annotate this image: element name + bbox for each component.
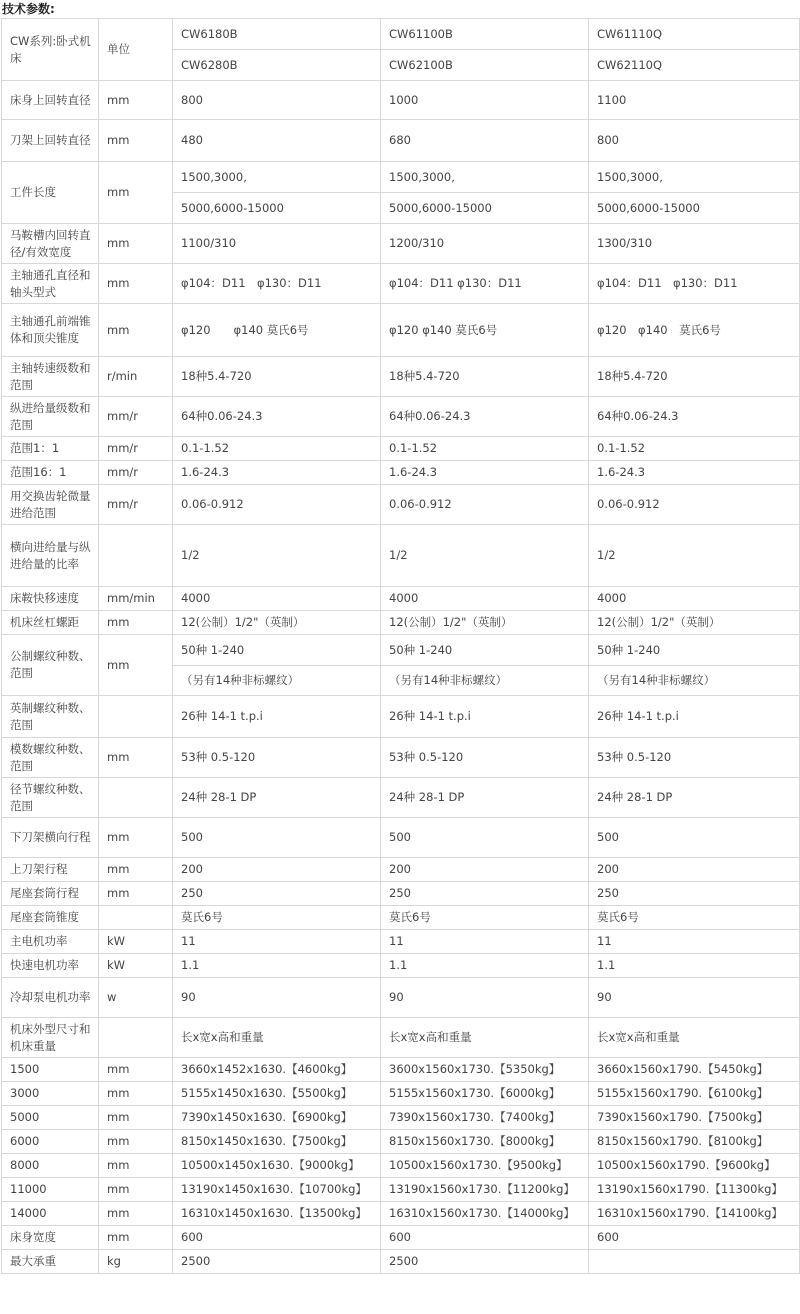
value-cell-model-1: 8150x1450x1630.【7500kg】 (173, 1130, 381, 1154)
value-cell-model-1: 4000 (173, 587, 381, 611)
value-cell-model-3: 16310x1560x1790.【14100kg】 (589, 1202, 800, 1226)
value-cell-model-2: 1000 (381, 81, 589, 120)
value-cell-model-1: 12(公制）1/2"（英制） (173, 611, 381, 635)
param-name-cell: 用交换齿轮微量进给范围 (2, 485, 99, 525)
value-cell-model-2: 680 (381, 120, 589, 162)
value-cell-model-1: （另有14种非标螺纹） (173, 666, 381, 696)
table-row (2, 930, 800, 954)
value-cell-model-1: 26种 14-1 t.p.i (173, 696, 381, 738)
param-name-cell: 尾座套筒行程 (2, 882, 99, 906)
value-cell-model-3: 250 (589, 882, 800, 906)
value-cell-model-2: 500 (381, 818, 589, 858)
value-cell-model-1: 24种 28-1 DP (173, 778, 381, 818)
table-row (2, 525, 800, 587)
value-cell-model-2: 10500x1560x1730.【9500kg】 (381, 1154, 589, 1178)
param-name-cell: 冷却泵电机功率 (2, 978, 99, 1018)
value-cell-model-2: 13190x1560x1730.【11200kg】 (381, 1178, 589, 1202)
param-name-cell: 床身上回转直径 (2, 81, 99, 120)
table-row (2, 81, 800, 120)
value-cell-model-1: 长x宽x高和重量 (173, 1018, 381, 1058)
param-name-cell: 马鞍槽内回转直径/有效宽度 (2, 224, 99, 264)
table-row (2, 357, 800, 397)
value-cell-model-1: 50种 1-240 (173, 635, 381, 666)
value-cell-model-1: φ104：D11 φ130：D11 (173, 264, 381, 304)
unit-cell: 单位 (99, 19, 173, 81)
unit-cell: mm (99, 1058, 173, 1082)
value-cell-model-1: 800 (173, 81, 381, 120)
unit-cell: mm (99, 304, 173, 357)
value-cell-model-1: 53种 0.5-120 (173, 738, 381, 778)
unit-cell (99, 906, 173, 930)
value-cell-model-2: 1.1 (381, 954, 589, 978)
value-cell-model-2: 50种 1-240 (381, 635, 589, 666)
value-cell-model-2: 莫氏6号 (381, 906, 589, 930)
value-cell-model-2: 90 (381, 978, 589, 1018)
value-cell-model-2: （另有14种非标螺纹） (381, 666, 589, 696)
value-cell-model-1: CW6280B (173, 50, 381, 81)
value-cell-model-3: 800 (589, 120, 800, 162)
value-cell-model-3: 64种0.06-24.3 (589, 397, 800, 437)
value-cell-model-1: 600 (173, 1226, 381, 1250)
unit-cell: mm (99, 738, 173, 778)
value-cell-model-2: 200 (381, 858, 589, 882)
unit-cell: kW (99, 930, 173, 954)
table-row (2, 954, 800, 978)
unit-cell: mm/min (99, 587, 173, 611)
value-cell-model-2: 7390x1560x1730.【7400kg】 (381, 1106, 589, 1130)
value-cell-model-1: 1/2 (173, 525, 381, 587)
value-cell-model-3: CW62110Q (589, 50, 800, 81)
value-cell-model-2: 5155x1560x1730.【6000kg】 (381, 1082, 589, 1106)
value-cell-model-3: 莫氏6号 (589, 906, 800, 930)
value-cell-model-2: φ120 φ140 莫氏6号 (381, 304, 589, 357)
value-cell-model-3: 1.6-24.3 (589, 461, 800, 485)
table-row (2, 978, 800, 1018)
param-name-cell: 最大承重 (2, 1250, 99, 1274)
value-cell-model-2: 2500 (381, 1250, 589, 1274)
value-cell-model-2: 0.06-0.912 (381, 485, 589, 525)
value-cell-model-1: 0.06-0.912 (173, 485, 381, 525)
unit-cell (99, 1018, 173, 1058)
value-cell-model-2: 1.6-24.3 (381, 461, 589, 485)
value-cell-model-3: 12(公制）1/2"（英制） (589, 611, 800, 635)
table-row (2, 224, 800, 264)
value-cell-model-3: 5155x1560x1790.【6100kg】 (589, 1082, 800, 1106)
value-cell-model-3: 1/2 (589, 525, 800, 587)
value-cell-model-3: φ104：D11 φ130：D11 (589, 264, 800, 304)
table-row (2, 162, 800, 193)
table-row (2, 1058, 800, 1082)
table-row (2, 882, 800, 906)
param-name-cell: 8000 (2, 1154, 99, 1178)
value-cell-model-1: 64种0.06-24.3 (173, 397, 381, 437)
param-name-cell: 5000 (2, 1106, 99, 1130)
value-cell-model-2: 600 (381, 1226, 589, 1250)
table-row (2, 635, 800, 666)
unit-cell: mm (99, 818, 173, 858)
value-cell-model-2: 64种0.06-24.3 (381, 397, 589, 437)
unit-cell: mm (99, 81, 173, 120)
table-row (2, 818, 800, 858)
param-name-cell: 快速电机功率 (2, 954, 99, 978)
unit-cell: kW (99, 954, 173, 978)
unit-cell: mm (99, 264, 173, 304)
page-title: 技术参数: (2, 2, 55, 16)
unit-cell: mm (99, 1202, 173, 1226)
value-cell-model-3: CW61110Q (589, 19, 800, 50)
param-name-cell: 6000 (2, 1130, 99, 1154)
value-cell-model-1: 0.1-1.52 (173, 437, 381, 461)
unit-cell (99, 696, 173, 738)
table-row (2, 1178, 800, 1202)
value-cell-model-1: 7390x1450x1630.【6900kg】 (173, 1106, 381, 1130)
value-cell-model-3: 4000 (589, 587, 800, 611)
value-cell-model-3: 26种 14-1 t.p.i (589, 696, 800, 738)
param-name-cell: 模数螺纹种数、范围 (2, 738, 99, 778)
value-cell-model-3: 7390x1560x1790.【7500kg】 (589, 1106, 800, 1130)
param-name-cell: 1500 (2, 1058, 99, 1082)
value-cell-model-2: 5000,6000-15000 (381, 193, 589, 224)
value-cell-model-1: 2500 (173, 1250, 381, 1274)
param-name-cell: 主轴通孔前端锥体和顶尖锥度 (2, 304, 99, 357)
param-name-cell: 机床外型尺寸和机床重量 (2, 1018, 99, 1058)
table-row (2, 485, 800, 525)
param-name-cell: 范围16：1 (2, 461, 99, 485)
value-cell-model-3: 90 (589, 978, 800, 1018)
value-cell-model-2: 4000 (381, 587, 589, 611)
value-cell-model-3: 1100 (589, 81, 800, 120)
value-cell-model-3: 200 (589, 858, 800, 882)
value-cell-model-3: 11 (589, 930, 800, 954)
table-row (2, 19, 800, 50)
value-cell-model-3: 50种 1-240 (589, 635, 800, 666)
value-cell-model-2: 18种5.4-720 (381, 357, 589, 397)
value-cell-model-2: 26种 14-1 t.p.i (381, 696, 589, 738)
table-row (2, 1018, 800, 1058)
table-row (2, 906, 800, 930)
value-cell-model-3: 10500x1560x1790.【9600kg】 (589, 1154, 800, 1178)
unit-cell: w (99, 978, 173, 1018)
value-cell-model-1: CW6180B (173, 19, 381, 50)
value-cell-model-3: 1500,3000, (589, 162, 800, 193)
value-cell-model-1: 11 (173, 930, 381, 954)
param-name-cell: 径节螺纹种数、范围 (2, 778, 99, 818)
param-name-cell: 主轴通孔直径和轴头型式 (2, 264, 99, 304)
unit-cell: mm (99, 635, 173, 696)
value-cell-model-3: 53种 0.5-120 (589, 738, 800, 778)
value-cell-model-1: 500 (173, 818, 381, 858)
param-name-cell: 床身宽度 (2, 1226, 99, 1250)
table-row (2, 1250, 800, 1274)
table-row (2, 778, 800, 818)
value-cell-model-1: 10500x1450x1630.【9000kg】 (173, 1154, 381, 1178)
table-row (2, 1202, 800, 1226)
value-cell-model-1: 13190x1450x1630.【10700kg】 (173, 1178, 381, 1202)
value-cell-model-1: 16310x1450x1630.【13500kg】 (173, 1202, 381, 1226)
param-name-cell: 上刀架行程 (2, 858, 99, 882)
value-cell-model-1: 90 (173, 978, 381, 1018)
value-cell-model-2: 1500,3000, (381, 162, 589, 193)
param-name-cell: 床鞍快移速度 (2, 587, 99, 611)
table-row (2, 1226, 800, 1250)
unit-cell: mm/r (99, 437, 173, 461)
value-cell-model-1: 480 (173, 120, 381, 162)
unit-cell (99, 525, 173, 587)
table-row (2, 738, 800, 778)
param-name-cell: 纵进给量级数和范围 (2, 397, 99, 437)
value-cell-model-2: 53种 0.5-120 (381, 738, 589, 778)
unit-cell: mm (99, 1082, 173, 1106)
param-name-cell: 工件长度 (2, 162, 99, 224)
unit-cell: mm (99, 611, 173, 635)
unit-cell: mm (99, 1130, 173, 1154)
value-cell-model-2: 0.1-1.52 (381, 437, 589, 461)
unit-cell: mm (99, 858, 173, 882)
value-cell-model-2: 1200/310 (381, 224, 589, 264)
unit-cell (99, 778, 173, 818)
param-name-cell: 刀架上回转直径 (2, 120, 99, 162)
param-name-cell: CW系列:卧式机床 (2, 19, 99, 81)
param-name-cell: 主电机功率 (2, 930, 99, 954)
unit-cell: mm (99, 1178, 173, 1202)
value-cell-model-1: 5000,6000-15000 (173, 193, 381, 224)
param-name-cell: 公制螺纹种数、范围 (2, 635, 99, 696)
unit-cell: mm/r (99, 461, 173, 485)
param-name-cell: 11000 (2, 1178, 99, 1202)
spec-table (1, 18, 800, 1274)
unit-cell: mm (99, 224, 173, 264)
unit-cell: kg (99, 1250, 173, 1274)
unit-cell: r/min (99, 357, 173, 397)
value-cell-model-3: 24种 28-1 DP (589, 778, 800, 818)
spec-table-body (2, 19, 800, 1274)
value-cell-model-2: 11 (381, 930, 589, 954)
value-cell-model-3: （另有14种非标螺纹） (589, 666, 800, 696)
unit-cell: mm (99, 1106, 173, 1130)
table-row (2, 397, 800, 437)
value-cell-model-1: 1.6-24.3 (173, 461, 381, 485)
value-cell-model-2: 16310x1560x1730.【14000kg】 (381, 1202, 589, 1226)
table-row (2, 120, 800, 162)
value-cell-model-3 (589, 1250, 800, 1274)
table-row (2, 587, 800, 611)
value-cell-model-3: 18种5.4-720 (589, 357, 800, 397)
value-cell-model-3: 1300/310 (589, 224, 800, 264)
value-cell-model-1: 5155x1450x1630.【5500kg】 (173, 1082, 381, 1106)
value-cell-model-1: 1500,3000, (173, 162, 381, 193)
table-row (2, 304, 800, 357)
value-cell-model-2: φ104：D11 φ130：D11 (381, 264, 589, 304)
value-cell-model-2: 1/2 (381, 525, 589, 587)
value-cell-model-3: 5000,6000-15000 (589, 193, 800, 224)
unit-cell: mm (99, 882, 173, 906)
table-row (2, 1154, 800, 1178)
value-cell-model-1: 250 (173, 882, 381, 906)
table-row (2, 1130, 800, 1154)
value-cell-model-3: 13190x1560x1790.【11300kg】 (589, 1178, 800, 1202)
unit-cell: mm/r (99, 397, 173, 437)
value-cell-model-2: 12(公制）1/2"（英制） (381, 611, 589, 635)
table-row (2, 437, 800, 461)
value-cell-model-3: 0.06-0.912 (589, 485, 800, 525)
param-name-cell: 机床丝杠螺距 (2, 611, 99, 635)
value-cell-model-3: 0.1-1.52 (589, 437, 800, 461)
value-cell-model-2: CW62100B (381, 50, 589, 81)
table-row (2, 264, 800, 304)
value-cell-model-3: 1.1 (589, 954, 800, 978)
table-row (2, 1106, 800, 1130)
value-cell-model-2: 250 (381, 882, 589, 906)
unit-cell: mm (99, 1154, 173, 1178)
value-cell-model-3: 500 (589, 818, 800, 858)
table-row (2, 858, 800, 882)
value-cell-model-3: 3660x1560x1790.【5450kg】 (589, 1058, 800, 1082)
value-cell-model-2: 长x宽x高和重量 (381, 1018, 589, 1058)
value-cell-model-1: 3660x1452x1630.【4600kg】 (173, 1058, 381, 1082)
unit-cell: mm/r (99, 485, 173, 525)
value-cell-model-1: 18种5.4-720 (173, 357, 381, 397)
table-row (2, 696, 800, 738)
value-cell-model-3: 600 (589, 1226, 800, 1250)
param-name-cell: 横向进给量与纵进给量的比率 (2, 525, 99, 587)
param-name-cell: 3000 (2, 1082, 99, 1106)
value-cell-model-3: 长x宽x高和重量 (589, 1018, 800, 1058)
value-cell-model-2: CW61100B (381, 19, 589, 50)
param-name-cell: 尾座套筒锥度 (2, 906, 99, 930)
value-cell-model-1: 莫氏6号 (173, 906, 381, 930)
param-name-cell: 下刀架横向行程 (2, 818, 99, 858)
unit-cell: mm (99, 1226, 173, 1250)
table-row (2, 611, 800, 635)
param-name-cell: 范围1：1 (2, 437, 99, 461)
value-cell-model-2: 8150x1560x1730.【8000kg】 (381, 1130, 589, 1154)
value-cell-model-3: φ120 φ140 莫氏6号 (589, 304, 800, 357)
param-name-cell: 主轴转速级数和范围 (2, 357, 99, 397)
table-row (2, 461, 800, 485)
value-cell-model-2: 24种 28-1 DP (381, 778, 589, 818)
value-cell-model-1: φ120 φ140 莫氏6号 (173, 304, 381, 357)
value-cell-model-1: 1100/310 (173, 224, 381, 264)
table-row (2, 1082, 800, 1106)
value-cell-model-2: 3600x1560x1730.【5350kg】 (381, 1058, 589, 1082)
unit-cell: mm (99, 162, 173, 224)
param-name-cell: 英制螺纹种数、范围 (2, 696, 99, 738)
param-name-cell: 14000 (2, 1202, 99, 1226)
unit-cell: mm (99, 120, 173, 162)
value-cell-model-3: 8150x1560x1790.【8100kg】 (589, 1130, 800, 1154)
value-cell-model-1: 200 (173, 858, 381, 882)
value-cell-model-1: 1.1 (173, 954, 381, 978)
